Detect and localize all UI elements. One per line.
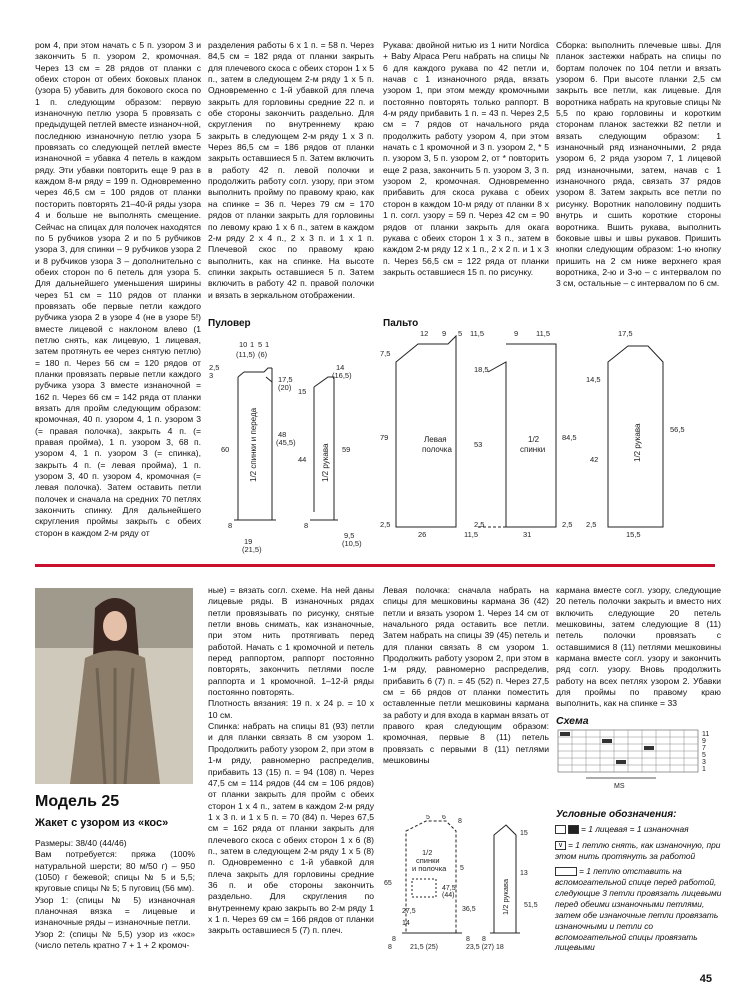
svg-text:15: 15 xyxy=(520,830,528,837)
text-column-4: Сборка: выполнить плечевые швы. Для планок застежки набрать на спицы по бортам полочек по 104 петли и вязать узором 6. При высоте планки 2,5 см закрыть все петли, как лицевые. Для воротника набрать на круговые спицы № 5,5 по краю горловины и коротким сторонам планок застежки 82 петли и вязать следующим образом: 1 изнаночный ряд изнаночными, 2 ряда узором 6, 2 ряда узором 7, 1 лицевой ряд изнаночными, затем, начав с 1 изнаночного ряда, связать 37 рядов узором 8. Затем закрыть все петли по рисунку. Воротник наполовину подшить внутрь и сшить короткие стороны воротника. Вшить рукава, выполнить боковые швы и швы рукавов. Пришить кнопки следующим образом: 1-ю кнопку пришить на 2 см ниже верхнего края воротника, 2-ю и 3-ю – с интервалом по 3 см, остальные – с интервалом по 6 см. xyxy=(556,40,721,289)
svg-text:1/2 рукава: 1/2 рукава xyxy=(633,423,642,462)
svg-text:26: 26 xyxy=(418,530,427,539)
svg-text:3: 3 xyxy=(209,371,214,380)
svg-text:18: 18 xyxy=(496,944,504,951)
cable-symbol-icon xyxy=(555,867,577,876)
svg-text:2,5: 2,5 xyxy=(209,363,220,372)
svg-text:5: 5 xyxy=(458,329,463,338)
svg-text:48: 48 xyxy=(278,430,287,439)
svg-text:спинки: спинки xyxy=(416,856,440,865)
svg-text:8: 8 xyxy=(392,936,396,943)
svg-text:(10,5): (10,5) xyxy=(342,539,362,548)
svg-text:11: 11 xyxy=(702,731,710,738)
svg-text:18,5: 18,5 xyxy=(474,365,489,374)
svg-text:(44): (44) xyxy=(442,892,455,899)
svg-text:6: 6 xyxy=(442,815,446,821)
pullover-heading: Пуловер xyxy=(208,318,251,329)
svg-text:(20): (20) xyxy=(278,383,292,392)
coat-diagram xyxy=(378,322,723,544)
svg-text:36,5: 36,5 xyxy=(462,906,476,913)
scheme-chart xyxy=(556,728,721,798)
jacket-diagram xyxy=(382,815,552,955)
svg-text:14,5: 14,5 xyxy=(586,375,601,384)
svg-text:15: 15 xyxy=(298,387,307,396)
svg-text:31: 31 xyxy=(523,530,532,539)
svg-text:и полочка: и полочка xyxy=(412,864,447,873)
svg-text:11,5: 11,5 xyxy=(464,530,479,539)
svg-text:(11,5): (11,5) xyxy=(236,350,256,359)
coat-heading: Пальто xyxy=(383,318,419,329)
svg-text:13: 13 xyxy=(520,870,528,877)
svg-text:19: 19 xyxy=(244,537,253,546)
svg-text:12: 12 xyxy=(420,329,429,338)
svg-text:9: 9 xyxy=(442,329,447,338)
svg-text:MS: MS xyxy=(614,783,625,790)
text-column-6: ные) = вязать согл. схеме. На ней даны лицевые ряды. В изнаночных рядах петли провязывать по рисунку, снятые петли вновь снимать, как изнаночные, при этом нить протягивать перед работой. Начать с 1 кромочной и петель перед раппортом, раппорт постоянно повторять, закончить петлями после раппорта и 1 кромочной. 1–12-й ряды постоянно повторять. Плотность вязания: 19 п. х 24 р. = 10 х 10 см. Спинка: набрать на спицы 81 (93) петли и для планки связать 8 см узором 1. Продолжить работу узором 2, при этом в 1-м ряду, равномерно распределив, прибавить 13 (15) п. = 94 (108) п. Через 47,5 см = 114 рядов (44 см = 106 рядов) от планки закрыть для пройм с обеих сторон 1 х 4 п., затем в каждом 2-м ряду 1 х 3 п. и 1 х 5 п. = 70 (84) п. Через 67,5 см = 162 ряда от планки закрыть для плечевого скоса с обеих сторон 1 х 6 (8) п., затем в следующем 2-м ряду 1 х 5 (8) п. Одновременно с 1-й убавкой для плеча закрыть для горловины средние 36 п. и обе стороны закончить раздельно. Для скругления по внутреннему краю закрыть во 2-м ряду 1 х 1 п. Через 69 см = 166 рядов от планки закрыть оставшиеся 5 (7) п. плеч. xyxy=(208,585,374,936)
svg-text:8: 8 xyxy=(466,936,470,943)
model-title: Модель 25 xyxy=(35,793,120,810)
purl-symbol-icon xyxy=(568,825,579,834)
svg-text:1/2: 1/2 xyxy=(528,435,540,444)
svg-text:1: 1 xyxy=(265,340,270,349)
svg-text:2,5: 2,5 xyxy=(474,520,485,529)
model-subtitle: Жакет с узором из «кос» xyxy=(35,817,169,829)
text-column-7: Левая полочка: сначала набрать на спицы для мешковины кармана 36 (42) петли и вязать узором 1. Через 14 см от начального ряда оставить все петли. Затем набрать на спицы 39 (45) петель и для планки связать 8 см узором 1. Продолжить работу узором 2, при этом в 1-м ряду, равномерно распределив, прибавить 6 (7) п. = 45 (52) п. Через 27,5 см = 66 рядов от планки поместить оставленные петли мешковины кармана за работу и для входа в карман вязать от правого края следующим образом: кромочная, первые 8 (11) петель провязать с первыми 8 (11) петлями мешковины xyxy=(383,585,549,766)
page-number: 45 xyxy=(699,973,712,985)
svg-text:9: 9 xyxy=(702,738,706,745)
text-column-1: ром 4, при этом начать с 5 п. узором 3 и закончить 5 п. узором 2, кромочная. Через 13 см = 28 рядов от планки с обеих сторон от обеих боковых планок (узора 5) убавить для бокового скоса по 1 п. следующим образом: первую изнаночную петлю узора 5 провязать с предыдущей петлей вместе изнаноч-ной, последнюю изнаночную петлю узора 5 провязать со следующей петлей вместе изнаночной = убавка 4 петель в каждом ряду. Эти убавки повторить еще 9 раз в каждом 8-м ряду = 199 п. Одновременно через 46,5 см = 100 рядов от планки посторить повторять 21–40-й ряды узора 4 и больше не выполнять смещение. Сейчас на спицах для полочек находятся по 5 рубчиков узора 2 и по 5 рубчиков узора 3, для спинки – 9 рубчиков узора 2 и 8 рубчиков узора 3 – дополнительно с обеих сторон по 6 петель для узора 5. Для дальнейшего уменьшения ширины через 51 см = 110 рядов от планки провязать обе первые петли каждого рубчика узора 2 в узоре 4 (не в узоре 5!) вместе лицевой с наклоном влево (1 петлю снять, как лицевую, 1 лицевая, затем протянуть ее через снятую петлю) = 180 п. Через 56 см = 120 рядов от планки провязать первые петли каждого рубчика узора 3 вместе изнаночной = 162 п. Через 66 см = 142 ряда от планки вязать для пройм следующим образом: кромочная, 40 п. узором 4, 1 п. узором 3 (= правая полочка), закрыть 4 п. (= правая пройма), 1 п. узором 3, 68 п. узором 4, 1 п. узором 3 (= спинка), закрыть 4 п. (= левая пройма), 1 п. узором 3, 40 п. узором 4, кромочная (= левая полочка). Затем оставить петли полочек и сначала на средних 70 петлях закончить спинку. Для дальнейшего скругления проймы закрыть с обеих сторон в каждом 2-м ряду от xyxy=(35,40,201,538)
svg-text:60: 60 xyxy=(221,445,230,454)
svg-text:5: 5 xyxy=(426,815,430,821)
svg-text:14: 14 xyxy=(336,363,345,372)
model-photo xyxy=(35,588,193,784)
text-column-3: Рукава: двойной нитью из 1 нити Nordica + Baby Alpaca Peru набрать на спицы № 6 для каждого рукава по 42 петли и, начав с 1 изнаночного ряда, вязать узором 1, при этом между кромочными постоянно повторять только раппорт. В 4-м ряду прибавить 1 п. = 43 п. Через 2,5 см = 7 рядов от начального ряда продолжить работу узором 4, при этом начать с 1 кромочной и 3 п. узором 2, * 5 п. узором 3, 5 п. узором 2, от * повторить еще 2 раза, закончить 5 п. узором 3, 3 п. узором 2, кромочная. Одновременно прибавить для скоса рукава с обеих сторон в каждом 10-м ряду от планки 8 х 1 п. согл. узору = 59 п. Через 42 см = 90 рядов от планки закрыть для окага рукава с обеих сторон 1 х 3 п., затем в каждом 2-м ряду 12 х 1 п., 2 х 2 п. и 1 х 3 п. Через 56,5 см = 122 ряда от планки закрыть оставшиеся 15 п. по рисунку. xyxy=(383,40,549,277)
svg-text:7: 7 xyxy=(702,745,706,752)
svg-text:5: 5 xyxy=(258,340,263,349)
svg-text:спинки: спинки xyxy=(520,445,546,454)
svg-text:8: 8 xyxy=(482,936,486,943)
svg-text:полочка: полочка xyxy=(422,445,452,454)
svg-text:8: 8 xyxy=(388,944,392,951)
svg-text:56,5: 56,5 xyxy=(670,425,685,434)
svg-text:5: 5 xyxy=(460,865,464,872)
legend-item-3: = 1 петлю отставить на вспомогательной спице перед работой, следующие 3 петли провязать лицевыми перед обеими изнаночными петлями, затем обе изнаночные петли провязать изнаночными и петли со вспомогательной спицы провязать лицевыми xyxy=(555,866,722,953)
text-column-5: Размеры: 38/40 (44/46) Вам потребуется: пряжа (100% натуральной шерсти; 80 м/50 г) – 950 (1050) г бежевой; спицы № 5 и 5,5; круговые спицы № 5; 5 пуговиц (56 мм). Узор 1: (спицы № 5) изнаночная планочная вязка = лицевые и изнаночные ряды – изнаночные петли. Узор 2: (спицы № 5,5) узор из «кос» (число петель кратно 7 + 1 + 2 кромоч- xyxy=(35,838,195,951)
svg-text:10: 10 xyxy=(239,340,248,349)
svg-text:7,5: 7,5 xyxy=(380,349,391,358)
svg-text:1/2 рукава: 1/2 рукава xyxy=(321,443,330,482)
scheme-title: Схема xyxy=(556,715,589,727)
svg-text:2,5: 2,5 xyxy=(586,520,597,529)
svg-text:9,5: 9,5 xyxy=(344,531,355,540)
svg-text:23,5 (27): 23,5 (27) xyxy=(466,944,495,951)
svg-text:17,5: 17,5 xyxy=(618,329,633,338)
svg-text:44: 44 xyxy=(298,455,307,464)
svg-text:15,5: 15,5 xyxy=(626,530,641,539)
svg-text:1/2 спинки и переда: 1/2 спинки и переда xyxy=(249,407,258,482)
legend-item-2: ∨ = 1 петлю снять, как изнаночную, при этом нить протянуть за работой xyxy=(555,840,721,861)
svg-text:1: 1 xyxy=(250,340,255,349)
text-column-8: кармана вместе согл. узору, следующие 20 петель полочки закрыть и вместо них включить следующие 20 петель мешковины, затем следующие 8 (11) петель полочки провязать с оставшимися 8 (11) петлями мешковины кармана вместе согл. узору и закончить ряд согл. узору. Вновь продолжить работу на всех петлях узором 2. Убавки для проймы по правому краю выполнить, как на спинке = 33 xyxy=(556,585,721,709)
svg-text:79: 79 xyxy=(380,433,389,442)
svg-text:21,5 (25): 21,5 (25) xyxy=(410,944,439,951)
svg-text:1/2: 1/2 xyxy=(422,848,433,857)
svg-text:11,5: 11,5 xyxy=(470,329,485,338)
svg-text:11,5: 11,5 xyxy=(536,329,551,338)
svg-text:1/2 рукава: 1/2 рукава xyxy=(501,878,510,915)
svg-text:(21,5): (21,5) xyxy=(242,545,262,554)
svg-text:(6): (6) xyxy=(258,350,268,359)
section-divider xyxy=(35,564,715,567)
svg-text:Левая: Левая xyxy=(424,435,447,444)
svg-text:8: 8 xyxy=(304,521,309,530)
svg-text:65: 65 xyxy=(384,880,392,887)
legend-item-1: = 1 лицевая = 1 изнаночная xyxy=(555,824,725,835)
knit-symbol-icon xyxy=(555,825,566,834)
pullover-diagram xyxy=(206,332,376,554)
svg-text:42: 42 xyxy=(590,455,599,464)
svg-text:3: 3 xyxy=(702,759,706,766)
text-column-2: разделения работы 6 х 1 п. = 58 п. Через 84,5 см = 182 ряда от планки закрыть для плечевого скоса с обеих сторон 1 х 5 п., затем в следующем 2-м ряду 1 х 5 п. Одновременно с 1-й убавкой для плеча закрыть для горловины средние 22 п. и обе стороны закончить раздельно. Для скругления по внутреннему краю закрыть в следующем 2-м ряду 1 х 3 п. Через 86,5 см = 186 рядов от планки закрыть оставшиеся 5 п. Затем включить в работу 42 п. левой полочки и продолжить работу согл. узору, при этом выполнить пройму по правому краю, как на спинке = 36 п. Через 79 см = 170 рядов от планки закрыть для горловины по левому краю 1 х 6 п., затем в каждом 2-м ряду 2 х 4 п., 2 х 3 п. и 1 х 1 п. Плечевой скос по правому краю выполнить, как на спинке. На высоте спинки закрыть оставшиеся 5 п. Затем включить в работу 42 п. правой полочки и вязать в зеркальном отображении. xyxy=(208,40,374,300)
svg-text:59: 59 xyxy=(342,445,351,454)
svg-text:5: 5 xyxy=(702,752,706,759)
svg-text:(45,5): (45,5) xyxy=(276,438,296,447)
svg-text:84,5: 84,5 xyxy=(562,433,577,442)
svg-text:17,5: 17,5 xyxy=(278,375,293,384)
svg-text:2,5: 2,5 xyxy=(380,520,391,529)
svg-text:1: 1 xyxy=(702,766,706,773)
svg-text:2,5: 2,5 xyxy=(562,520,573,529)
svg-text:9: 9 xyxy=(514,329,519,338)
svg-text:(16,5): (16,5) xyxy=(332,371,352,380)
legend-title: Условные обозначения: xyxy=(556,809,677,820)
svg-text:8: 8 xyxy=(458,818,462,825)
svg-text:53: 53 xyxy=(474,440,483,449)
svg-text:27,5: 27,5 xyxy=(402,908,416,915)
svg-text:8: 8 xyxy=(228,521,233,530)
slip-symbol-icon: ∨ xyxy=(555,841,566,850)
svg-text:47,5: 47,5 xyxy=(442,885,456,892)
svg-text:51,5: 51,5 xyxy=(524,902,538,909)
svg-text:14: 14 xyxy=(402,920,410,927)
